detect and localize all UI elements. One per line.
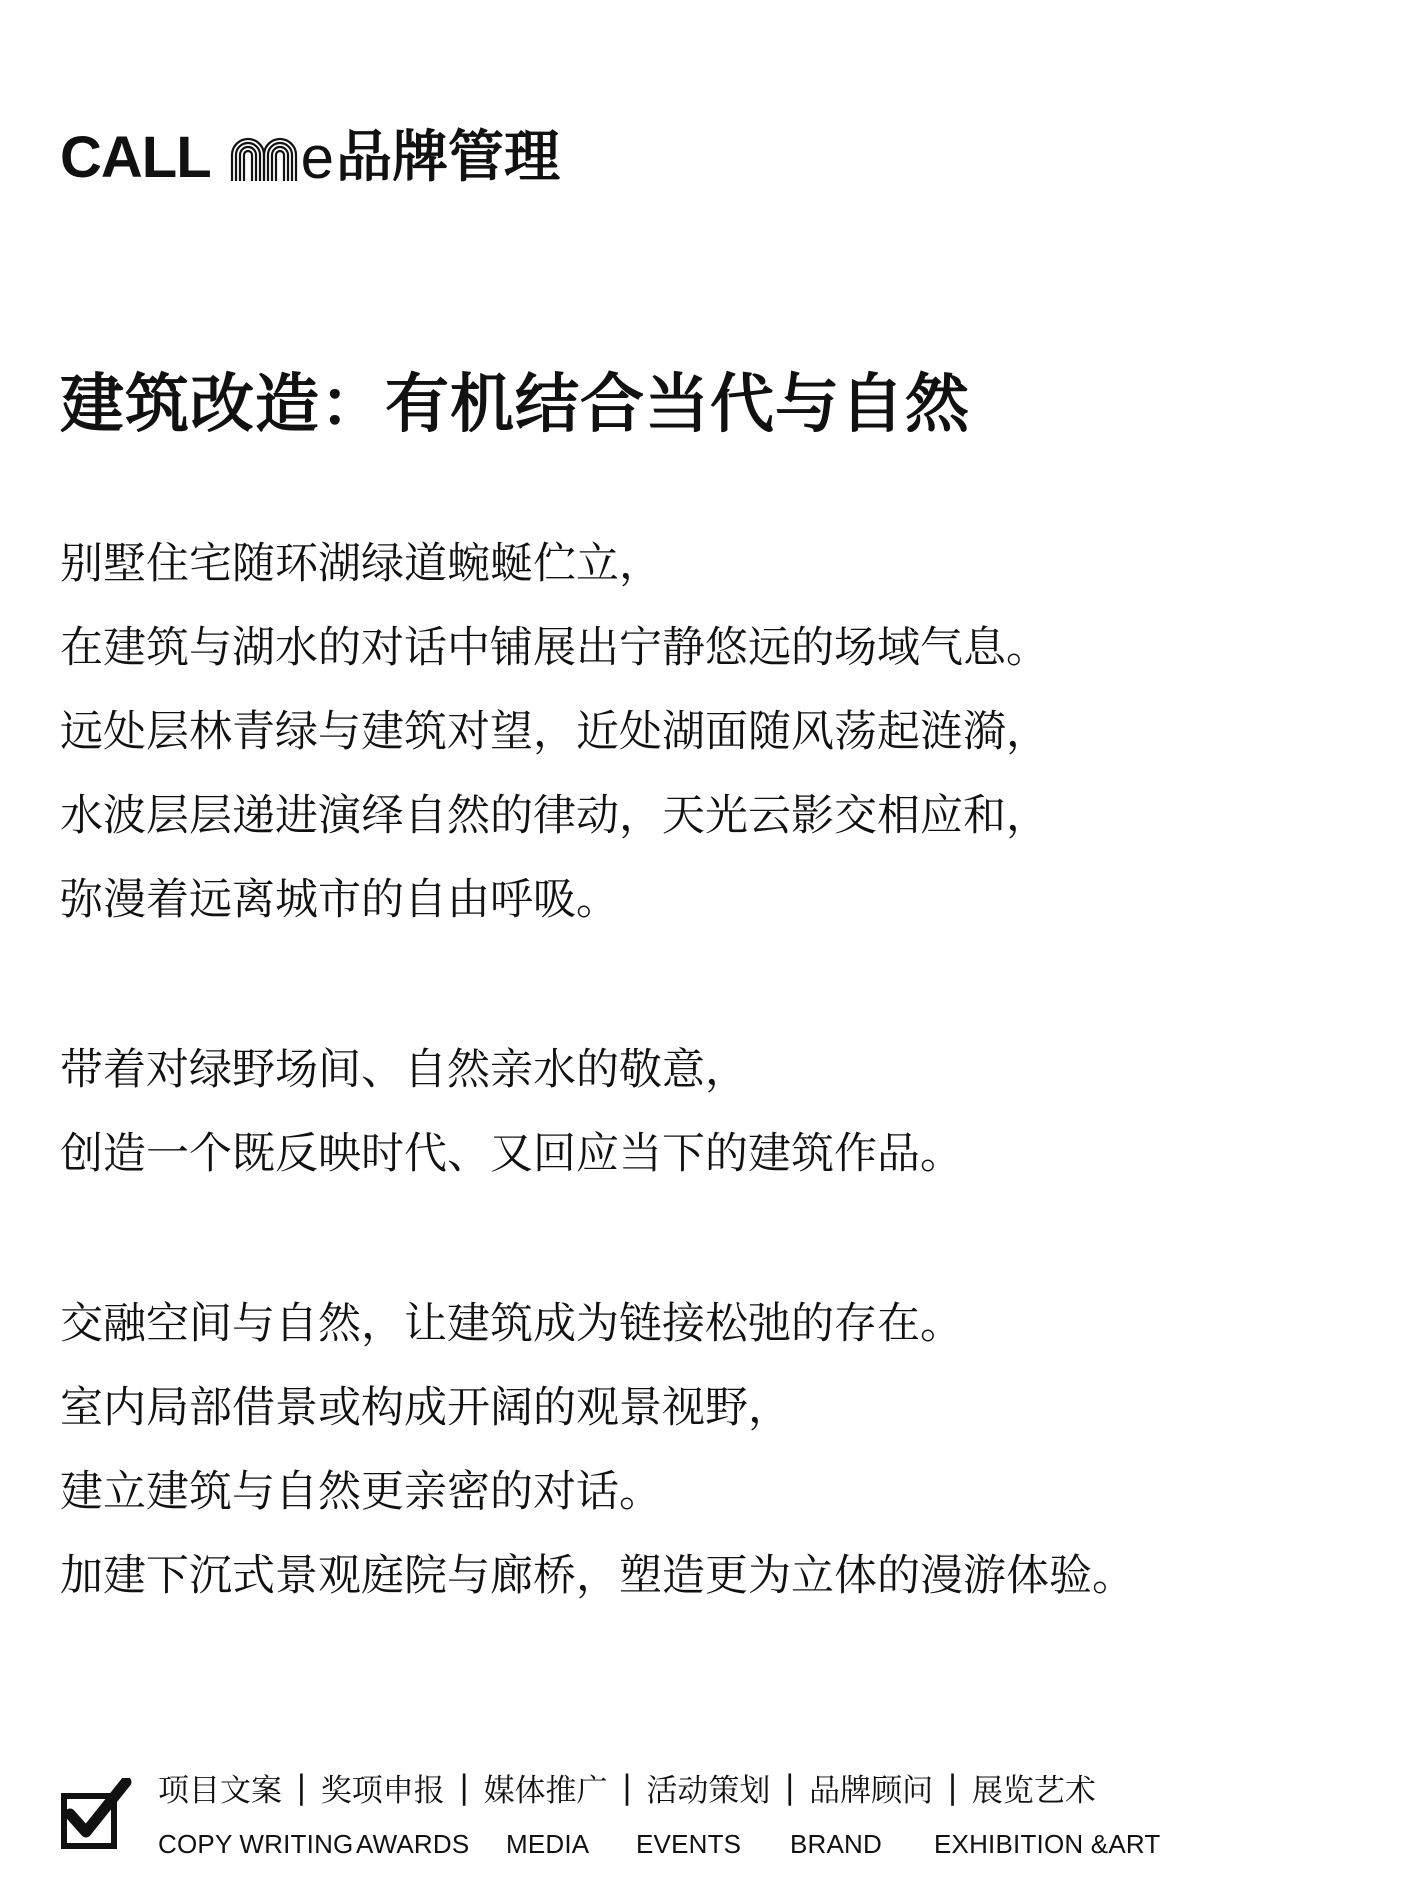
paragraph-line: 水波层层递进演绎自然的律动，天光云影交相应和，	[60, 791, 1049, 841]
paragraph-line: 在建筑与湖水的对话中铺展出宁静悠远的场域气息。	[60, 623, 1049, 673]
separator: |	[947, 1768, 958, 1806]
service-en-awards: AWARDS	[356, 1828, 470, 1859]
paragraph-line: 弥漫着远离城市的自由呼吸。	[60, 875, 619, 925]
brand-cn-text: 品牌管理	[336, 125, 561, 190]
separator: |	[784, 1768, 796, 1806]
service-en-media: MEDIA	[506, 1828, 590, 1859]
separator: |	[458, 1768, 470, 1806]
service-cn-events: 活动策划	[646, 1772, 771, 1809]
brand-e-text: e	[300, 124, 335, 191]
service-en-brand: BRAND	[790, 1828, 883, 1859]
paragraph-line: 创造一个既反映时代、又回应当下的建筑作品。	[60, 1129, 963, 1179]
paragraph-line: 建立建筑与自然更亲密的对话。	[60, 1467, 662, 1517]
service-cn-awards: 奖项申报	[320, 1772, 445, 1809]
service-cn-copywriting: 项目文案	[158, 1772, 282, 1809]
brand-call-text: CALL	[60, 125, 211, 190]
service-en-copywriting: COPY WRITING	[158, 1828, 354, 1859]
service-cn-media: 媒体推广	[483, 1772, 608, 1809]
separator: |	[296, 1768, 307, 1806]
brand-logo	[60, 122, 560, 194]
service-en-exhibition: EXHIBITION &ART	[934, 1828, 1161, 1859]
paragraph-line: 远处层林青绿与建筑对望，近处湖面随风荡起涟漪，	[60, 707, 1049, 757]
checkbox-check-icon	[60, 1778, 132, 1850]
paragraph-line: 带着对绿野场间、自然亲水的敬意，	[60, 1045, 748, 1095]
service-cn-brand: 品牌顾问	[809, 1772, 934, 1809]
striped-m-logo-icon	[229, 133, 299, 183]
service-en-events: EVENTS	[636, 1828, 742, 1859]
service-cn-exhibition: 展览艺术	[971, 1772, 1096, 1809]
paragraph-line: 交融空间与自然，让建筑成为链接松弛的存在。	[60, 1299, 963, 1349]
page-title: 建筑改造：有机结合当代与自然	[60, 368, 970, 442]
paragraph-3	[60, 1282, 1135, 1618]
paragraph-1	[60, 522, 1049, 942]
paragraph-line: 加建下沉式景观庭院与廊桥，塑造更为立体的漫游体验。	[60, 1551, 1135, 1601]
paragraph-2	[60, 1028, 963, 1196]
paragraph-line: 室内局部借景或构成开阔的观景视野，	[60, 1383, 791, 1433]
services-cn-list	[158, 1764, 1096, 1810]
paragraph-line: 别墅住宅随环湖绿道蜿蜒伫立，	[60, 539, 662, 589]
separator: |	[621, 1768, 633, 1806]
